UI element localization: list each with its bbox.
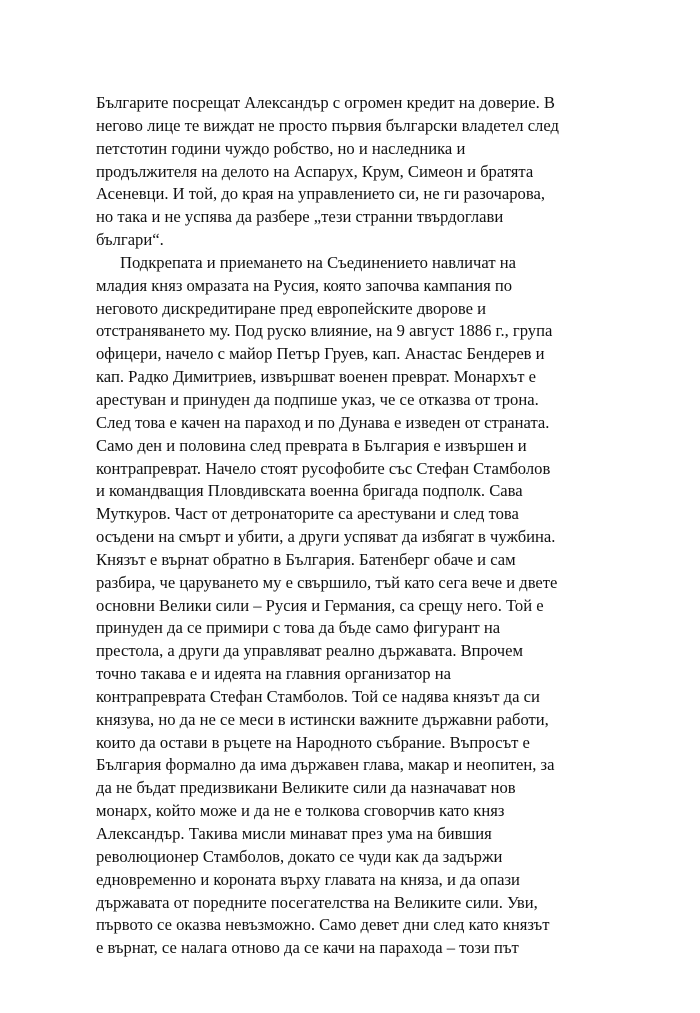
text-line: монарх, който може и да не е толкова сговорчив като княз [96,801,505,821]
text-line: разбира, че царуването му е свършило, тъй като сега вече и двете [96,572,558,592]
text-line: Българите посрещат Александър с огромен кредит на доверие. В [96,93,555,112]
text-line: младия княз омразата на Русия, която започва кампания по [96,275,513,295]
text-line: негово лице те виждат не просто първия български владетел след [96,115,559,135]
text-line: кап. Радко Димитриев, извършват военен преврат. Монархът е [96,367,536,387]
text-line: но така и не успява да разбере „тези странни твърдоглави [96,207,504,227]
text-line: престола, а други да управляват реално държавата. Впрочем [96,641,523,661]
text-line: държавата от поредните посегателства на Великите сили. Уви, [96,892,538,912]
text-line: продължителя на делото на Аспарух, Крум, Симеон и братята [96,161,534,181]
text-line: е върнат, се налага отново да се качи на парахода – този път [96,938,519,958]
paragraph [96,252,616,1006]
text-line: контрапреврат. Начело стоят русофобите със Стефан Стамболов [96,458,551,478]
text-line: българи“. [96,230,164,250]
text-line: и командващия Пловдивската военна бригада подполк. Сава [96,481,523,501]
text-line [96,960,616,983]
text-line: контрапреврата Стефан Стамболов. Той се надява князът да си [96,686,540,706]
text-line: Александър. Такива мисли минават през ума на бившия [96,824,492,843]
text-line: След това е качен на параход и по Дунава е изведен от страната. [96,412,550,432]
text-line: които да остави в ръцете на Народното събрание. Въпросът е [96,732,530,752]
text-line: неговото дискредитиране пред европейските дворове и [96,298,487,318]
body-text [96,92,616,1006]
paragraph [96,92,616,252]
text-line: да не бъдат предизвикани Великите сили да назначават нов [96,778,516,798]
text-line: отстраняването му. Под руско влияние, на 9 август 1886 г., група [96,321,553,341]
text-line: арестуван и принуден да подпише указ, че се отказва от трона. [96,389,539,409]
text-line: основни Велики сили – Русия и Германия, са срещу него. Той е [96,595,544,615]
text-line: Князът е върнат обратно в България. Батенберг обаче и сам [96,549,516,569]
text-line: петстотин години чуждо робство, но и наследника и [96,138,466,158]
text-line: революционер Стамболов, докато се чуди как да задържи [96,846,503,866]
text-line: Асеневци. И той, до края на управлението си, не ги разочарова, [96,184,545,204]
text-line: точно такава е и идеята на главния организатор на [96,664,451,684]
text-line: Муткуров. Част от детронаторите са арестувани и след това [96,504,519,524]
text-line-indented: Подкрепата и приемането на Съединението навличат на [120,252,516,272]
text-line [96,983,616,1006]
text-line: осъдени на смърт и убити, а други успяват да избягат в чужбина. [96,527,556,547]
text-line: първото се оказва невъзможно. Само девет дни след като князът [96,915,550,935]
text-line: принуден да се примири с това да бъде само фигурант на [96,618,501,638]
text-line: офицери, начело с майор Петър Груев, кап. Анастас Бендерев и [96,344,545,364]
text-line: Само ден и половина след преврата в България е извършен и [96,435,527,455]
text-line: князува, но да не се меси в истински важните държавни работи, [96,709,549,729]
text-line: България формално да има държавен глава, макар и неопитен, за [96,755,555,775]
text-line: едновременно и короната върху главата на княза, и да опази [96,869,520,889]
